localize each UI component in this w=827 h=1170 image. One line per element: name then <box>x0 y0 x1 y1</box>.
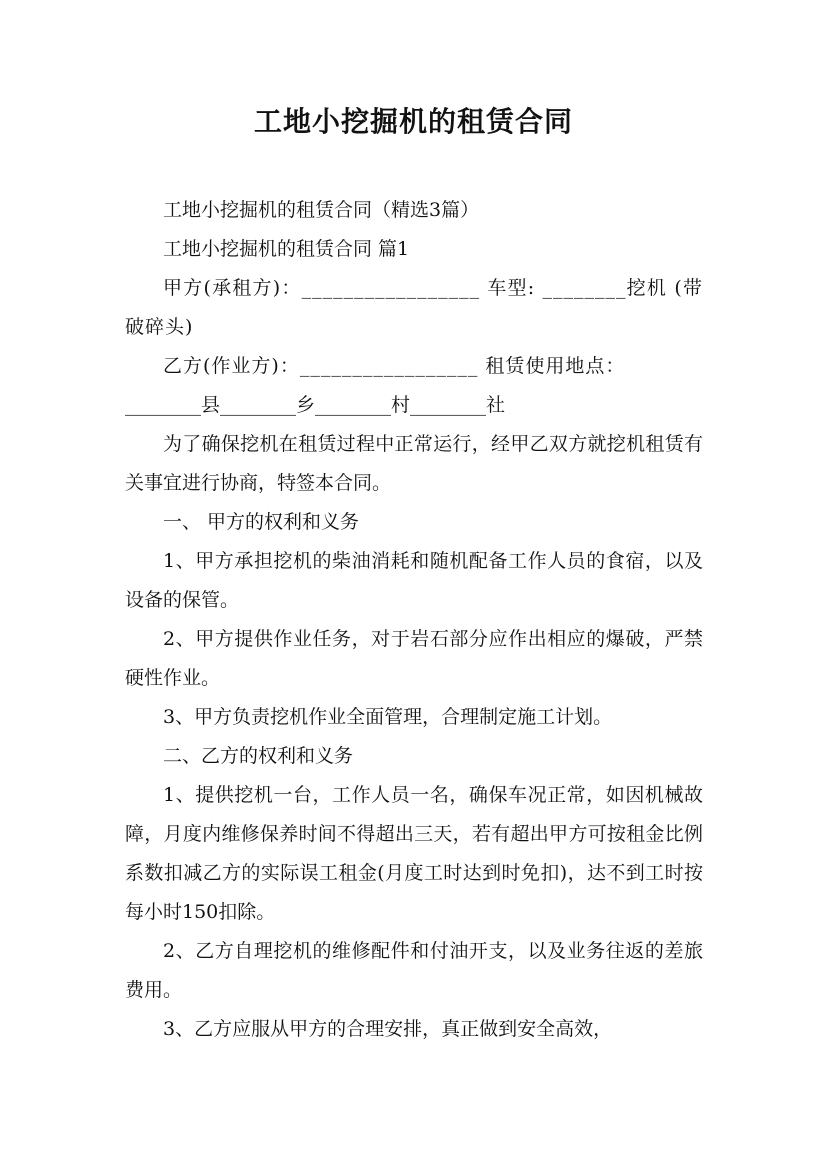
heading-party-a-rights: 一、 甲方的权利和义务 <box>163 511 360 533</box>
document-title: 工地小挖掘机的租赁合同 <box>253 105 573 138</box>
paragraph-subtitle: 工地小挖掘机的租赁合同（精选3篇） <box>163 199 480 221</box>
paragraph-purpose: 为了确保挖机在租赁过程中正常运行，经甲乙双方就挖机租赁有关事宜进行协商，特签本合同。 <box>125 433 703 494</box>
paragraph-a-clause-1: 1、甲方承担挖机的柴油消耗和随机配备工作人员的食宿，以及设备的保管。 <box>125 550 703 611</box>
paragraph-b-clause-2: 2、乙方自理挖机的维修配件和付油开支，以及业务往返的差旅费用。 <box>125 940 703 1001</box>
paragraph-location-blanks: ________县________乡________村________社 <box>125 394 506 416</box>
paragraph-b-clause-3: 3、乙方应服从甲方的合理安排，真正做到安全高效， <box>163 1018 613 1040</box>
paragraph-party-b: 乙方(作业方)：_________________ 租赁使用地点： <box>163 355 626 377</box>
paragraph-a-clause-3: 3、甲方负责挖机作业全面管理，合理制定施工计划。 <box>163 706 613 728</box>
paragraph-b-clause-1: 1、提供挖机一台，工作人员一名，确保车况正常，如因机械故障，月度内维修保养时间不得超出三天，若有超出甲方可按租金比例系数扣减乙方的实际误工租金(月度工时达到时免扣)，达不到工时按每小时150扣除。 <box>125 784 703 923</box>
document-body <box>125 191 703 1049</box>
paragraph-party-a: 甲方(承租方)：_________________ 车型: ________挖机 (带破碎头) <box>125 277 703 338</box>
paragraph-a-clause-2: 2、甲方提供作业任务，对于岩石部分应作出相应的爆破，严禁硬性作业。 <box>125 628 703 689</box>
heading-party-b-rights: 二、乙方的权利和义务 <box>163 745 354 767</box>
paragraph-section-heading: 工地小挖掘机的租赁合同 篇1 <box>163 238 410 260</box>
